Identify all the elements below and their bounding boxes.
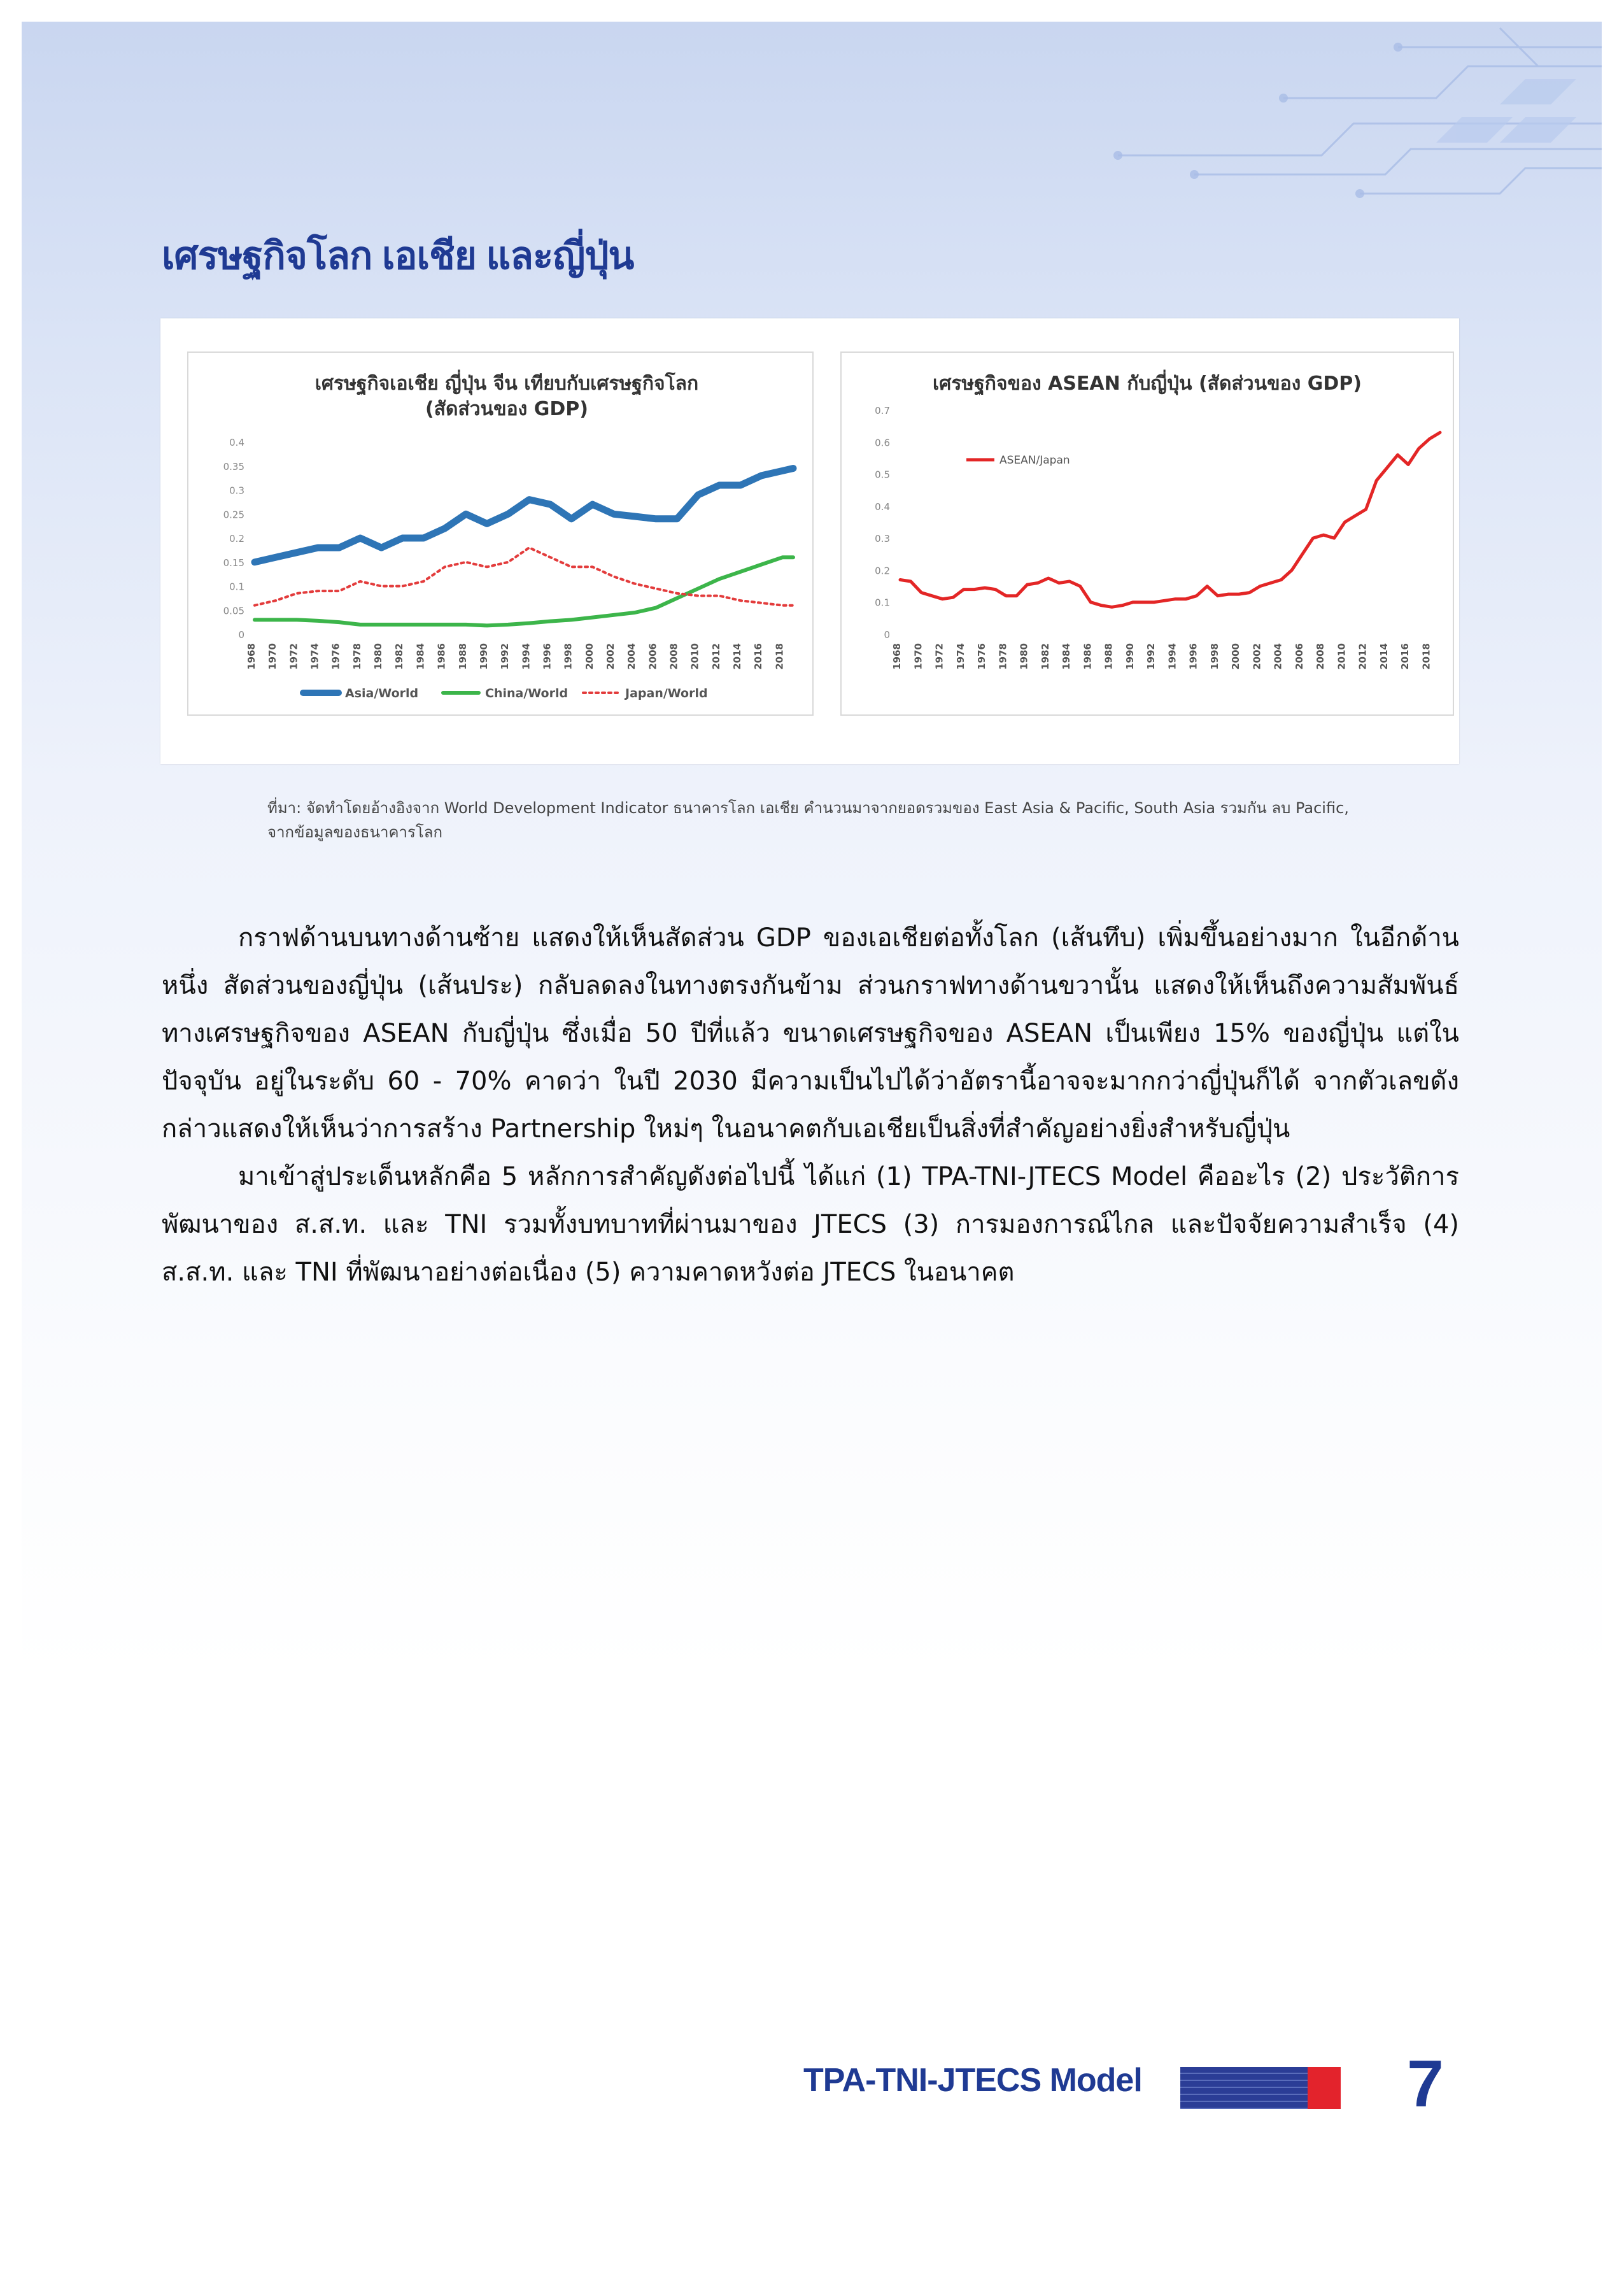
asia-japan-china-chart <box>187 351 814 716</box>
x-tick-label: 1984 <box>414 643 427 670</box>
footer-title: TPA-TNI-JTECS Model <box>803 2062 1142 2099</box>
legend-label: Japan/World <box>625 686 708 700</box>
source-note <box>267 796 1350 844</box>
series-line-asia-world <box>255 469 793 562</box>
x-tick-label: 1980 <box>1018 643 1030 670</box>
asean-japan-chart <box>840 351 1454 716</box>
x-tick-label: 2016 <box>1399 643 1411 670</box>
y-tick-label: 0.6 <box>875 437 890 449</box>
source-note-line2: จากข้อมูลของธนาคารโลก <box>267 823 443 841</box>
legend-label: China/World <box>485 686 568 700</box>
x-tick-label: 2008 <box>668 643 680 670</box>
x-tick-label: 1968 <box>891 643 903 670</box>
y-tick-label: 0.2 <box>875 565 890 577</box>
x-tick-label: 2018 <box>1420 643 1432 670</box>
legend-label: ASEAN/Japan <box>999 454 1070 467</box>
x-tick-label: 1982 <box>1039 643 1051 670</box>
x-tick-label: 2008 <box>1315 643 1327 670</box>
legend-label: Asia/World <box>345 686 419 700</box>
y-tick-label: 0.25 <box>223 509 244 521</box>
circuit-decoration <box>1054 22 1602 213</box>
y-tick-label: 0.4 <box>229 437 244 448</box>
x-tick-label: 1986 <box>435 643 448 670</box>
x-tick-label: 1976 <box>976 643 988 670</box>
x-tick-label: 1992 <box>499 643 511 670</box>
y-tick-label: 0.1 <box>875 597 890 609</box>
x-tick-label: 2010 <box>1336 643 1348 670</box>
x-tick-label: 1986 <box>1082 643 1094 670</box>
y-tick-label: 0.35 <box>223 460 244 472</box>
y-tick-label: 0.1 <box>229 581 244 593</box>
y-tick-label: 0.2 <box>229 533 244 544</box>
x-tick-label: 1988 <box>1103 643 1115 670</box>
x-tick-label: 1982 <box>393 643 406 670</box>
x-tick-label: 1968 <box>246 643 257 670</box>
x-tick-label: 2016 <box>752 643 765 670</box>
x-tick-label: 1990 <box>477 643 490 670</box>
page <box>22 22 1602 2263</box>
y-tick-label: 0.5 <box>875 469 890 481</box>
x-tick-label: 2012 <box>1357 643 1369 670</box>
x-tick-label: 1998 <box>1208 643 1220 670</box>
y-tick-label: 0.05 <box>223 605 244 617</box>
x-tick-label: 1992 <box>1145 643 1157 670</box>
x-tick-label: 1980 <box>372 643 385 670</box>
x-tick-label: 1990 <box>1124 643 1136 670</box>
series-line-japan-world <box>255 548 793 606</box>
chart-panel <box>160 318 1459 764</box>
page-number: 7 <box>1407 2047 1444 2121</box>
x-tick-label: 1976 <box>330 643 342 670</box>
x-tick-label: 2000 <box>583 643 595 670</box>
chart-title: เศรษฐกิจเอเชีย ญี่ปุ่น จีน เทียบกับเศรษฐกิจโลก <box>314 373 699 395</box>
x-tick-label: 1972 <box>933 643 945 670</box>
x-tick-label: 1996 <box>1187 643 1199 670</box>
x-tick-label: 2004 <box>626 643 638 670</box>
x-tick-label: 1998 <box>562 643 574 670</box>
x-tick-label: 1994 <box>520 643 532 670</box>
body-text <box>162 914 1459 1296</box>
y-tick-label: 0.3 <box>875 533 890 545</box>
y-tick-label: 0.7 <box>875 405 890 416</box>
x-tick-label: 1996 <box>541 643 553 670</box>
x-tick-label: 2010 <box>689 643 701 670</box>
footer-bar-red <box>1308 2067 1341 2109</box>
x-tick-label: 1984 <box>1061 643 1073 670</box>
x-tick-label: 2018 <box>773 643 786 670</box>
x-tick-label: 2014 <box>1378 643 1390 670</box>
page-heading: เศรษฐกิจโลก เอเชีย และญี่ปุ่น <box>162 234 634 277</box>
chart-right-svg <box>842 353 1453 714</box>
x-tick-label: 2004 <box>1272 643 1284 670</box>
x-tick-label: 2002 <box>1251 643 1263 670</box>
x-tick-label: 1970 <box>267 643 279 670</box>
x-tick-label: 1994 <box>1166 643 1178 670</box>
y-tick-label: 0.3 <box>229 485 244 497</box>
x-tick-label: 1974 <box>954 643 966 670</box>
x-tick-label: 1974 <box>309 643 321 670</box>
x-tick-label: 1978 <box>351 643 363 670</box>
chart-title: (สัดส่วนของ GDP) <box>425 398 589 420</box>
x-tick-label: 2006 <box>647 643 659 670</box>
x-tick-label: 2000 <box>1230 643 1242 670</box>
x-tick-label: 2002 <box>605 643 616 670</box>
x-tick-label: 1978 <box>997 643 1009 670</box>
y-tick-label: 0 <box>238 629 244 641</box>
x-tick-label: 2006 <box>1293 643 1305 670</box>
x-tick-label: 1988 <box>456 643 469 670</box>
y-tick-label: 0.15 <box>223 557 244 569</box>
x-tick-label: 2012 <box>710 643 722 670</box>
chart-title: เศรษฐกิจของ ASEAN กับญี่ปุ่น (สัดส่วนของ GDP) <box>933 373 1362 395</box>
source-note-line1: ที่มา: จัดทำโดยอ้างอิงจาก World Development Indicator ธนาคารโลก เอเชีย คำนวนมาจากยอดรวมของ East Asia & Pacific, South Asia รวมกัน ลบ Pacific, <box>267 799 1349 817</box>
y-tick-label: 0.4 <box>875 501 890 513</box>
body-paragraph-2: มาเข้าสู่ประเด็นหลักคือ 5 หลักการสำคัญดังต่อไปนี้ ได้แก่ (1) TPA-TNI-JTECS Model คืออะไร (2) ประวัติการพัฒนาของ ส.ส.ท. และ TNI รวมทั้งบทบาทที่ผ่านมาของ JTECS (3) การมองการณ์ไกล และปัจจัยความสำเร็จ (4) ส.ส.ท. และ TNI ที่พัฒนาอย่างต่อเนื่อง (5) ความคาดหวังต่อ JTECS ในอนาคต <box>162 1162 1459 1287</box>
x-tick-label: 1972 <box>288 643 300 670</box>
body-paragraph-1: กราฟด้านบนทางด้านซ้าย แสดงให้เห็นสัดส่วน GDP ของเอเชียต่อทั้งโลก (เส้นทึบ) เพิ่มขึ้นอย่างมาก ในอีกด้านหนึ่ง สัดส่วนของญี่ปุ่น (เส้นประ) กลับลดลงในทางตรงกันข้าม ส่วนกราฟทางด้านขวานั้น แสดงให้เห็นถึงความสัมพันธ์ทางเศรษฐกิจของ ASEAN กับญี่ปุ่น ซึ่งเมื่อ 50 ปีที่แล้ว ขนาดเศรษฐกิจของ ASEAN เป็นเพียง 15% ของญี่ปุ่น แต่ในปัจจุบัน อยู่ในระดับ 60 - 70% คาดว่า ในปี 2030 มีความเป็นไปได้ว่าอัตรานี้อาจจะมากกว่าญี่ปุ่นก็ได้ จากตัวเลขดังกล่าวแสดงให้เห็นว่าการสร้าง Partnership ใหม่ๆ ในอนาคตกับเอเชียเป็นสิ่งที่สำคัญอย่างยิ่งสำหรับญี่ปุ่น <box>162 923 1459 1144</box>
footer-bar-stripes <box>1180 2067 1308 2109</box>
x-tick-label: 2014 <box>731 643 744 670</box>
x-tick-label: 1970 <box>912 643 924 670</box>
chart-left-svg <box>188 353 812 714</box>
y-tick-label: 0 <box>884 629 890 641</box>
